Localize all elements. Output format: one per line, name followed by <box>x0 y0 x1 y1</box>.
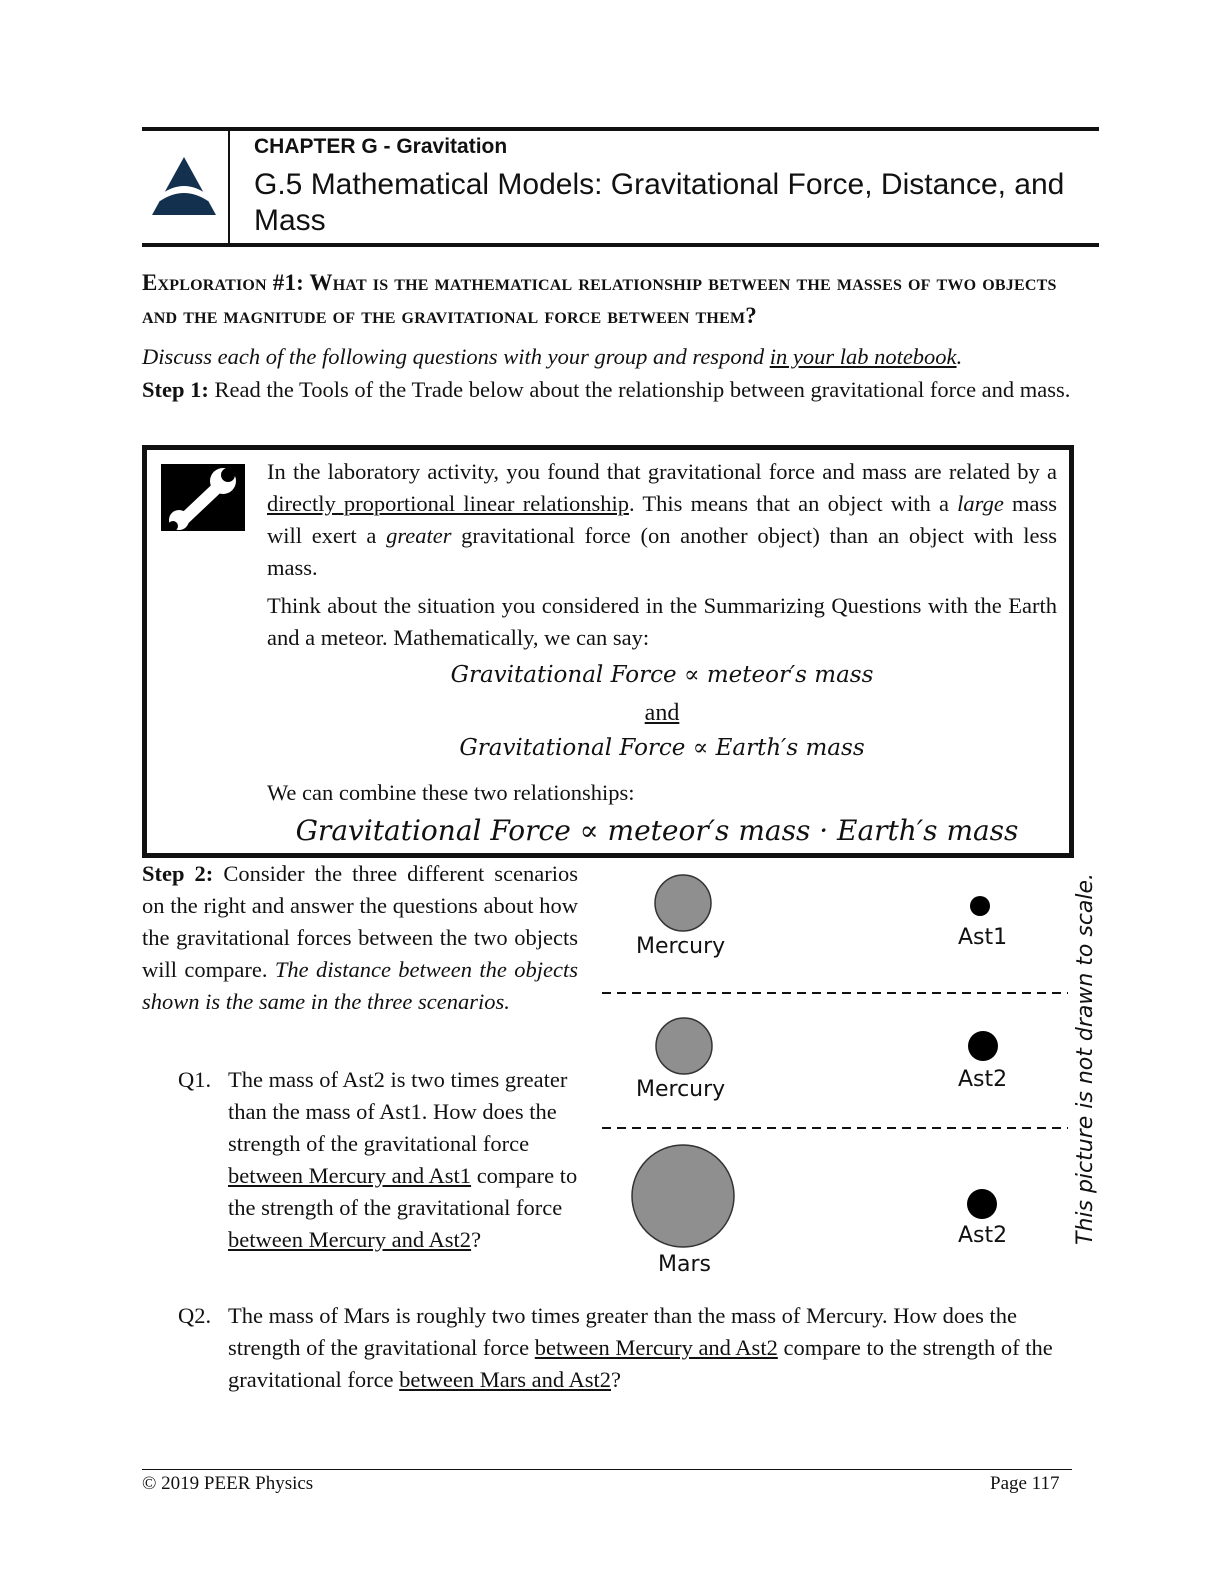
scenarios-diagram <box>598 866 1108 1286</box>
q2-number: Q2. <box>178 1303 212 1328</box>
mars <box>632 1145 734 1247</box>
exploration-heading: Exploration #1: What is the mathematical relationship between the masses of two objects and the magnitude of the gravitational force between them? <box>142 270 1057 328</box>
step2-text: Consider the three different scenarios on the right and answer the questions about how the gravitational forces between the two objects will compare. <box>142 861 578 982</box>
tools-paragraph-2: Think about the situation you considered in the Summarizing Questions with the Earth and a meteor. Mathematically, we can say: <box>267 593 1057 650</box>
label-ast1: Ast1 <box>958 925 1008 950</box>
step1-text: Read the Tools of the Trade below about the relationship between gravitational force and mass. <box>208 377 1071 402</box>
label-ast2-2: Ast2 <box>958 1223 1008 1248</box>
tools-of-trade-box <box>142 445 1074 858</box>
logo-cell <box>142 131 230 243</box>
chapter-label: CHAPTER G - Gravitation <box>254 135 508 158</box>
intro-block <box>142 340 1082 406</box>
combine-text: We can combine these two relationships: <box>267 780 635 805</box>
equation-1: Gravitational Force ∝ meteor′s mass <box>450 662 874 688</box>
footer-page-number: Page 117 <box>990 1473 1060 1494</box>
instruction-end: . <box>956 344 963 369</box>
label-mercury-1: Mercury <box>636 934 726 959</box>
step2-label: Step 2: <box>142 861 214 886</box>
step1-label: Step 1: <box>142 377 209 402</box>
step2 <box>142 858 578 1018</box>
footer-copyright: © 2019 PEER Physics <box>142 1473 314 1494</box>
section-title: G.5 Mathematical Models: Gravitational Force, Distance, and Mass <box>254 168 1065 237</box>
ast1 <box>970 896 990 916</box>
tools-text <box>267 456 1057 660</box>
wrench-icon <box>161 464 245 531</box>
ast2-2 <box>967 1189 997 1219</box>
instruction-line <box>142 340 1082 373</box>
equation-and: and <box>644 700 680 726</box>
q1-number: Q1. <box>178 1067 212 1092</box>
equation-combined: Gravitational Force ∝ meteor′s mass · Earth′s mass <box>295 814 1019 847</box>
footer-rule <box>142 1469 1072 1470</box>
ast2-1 <box>968 1031 998 1061</box>
mercury-1 <box>655 875 711 931</box>
mercury-2 <box>656 1018 712 1074</box>
q2-text: The mass of Mars is roughly two times greater than the mass of Mercury. How does the strength of the gravitational force between Mercury and Ast2 compare to the strength of the gravitational force between Mars and Ast2? <box>228 1303 1053 1392</box>
instruction-text: Discuss each of the following questions with your group and respond <box>142 344 770 369</box>
chapter-header <box>142 127 1099 247</box>
not-to-scale-note: This picture is not drawn to scale. <box>1073 872 1098 1245</box>
label-mars: Mars <box>658 1252 711 1277</box>
tools-paragraph-1: In the laboratory activity, you found that gravitational force and mass are related by a directly proportional linear relationship. This means that an object with a large mass will exert a greater gravitational force (on another object) than an object with less mass. <box>267 459 1058 580</box>
instruction-link: in your lab notebook <box>769 344 957 369</box>
step1 <box>142 373 1082 406</box>
label-mercury-2: Mercury <box>636 1077 726 1102</box>
scenarios-svg <box>598 866 1108 1286</box>
peer-logo-icon <box>150 155 218 219</box>
label-ast2-1: Ast2 <box>958 1067 1008 1092</box>
equation-2: Gravitational Force ∝ Earth′s mass <box>459 735 865 761</box>
step2-italic: The distance between the objects shown is the same in the three scenarios. <box>142 957 578 1014</box>
q1-text: The mass of Ast2 is two times greater than the mass of Ast1. How does the strength of the gravitational force between Mercury and Ast1 compare to the strength of the gravitational force between Mercury and Ast2? <box>228 1067 578 1252</box>
